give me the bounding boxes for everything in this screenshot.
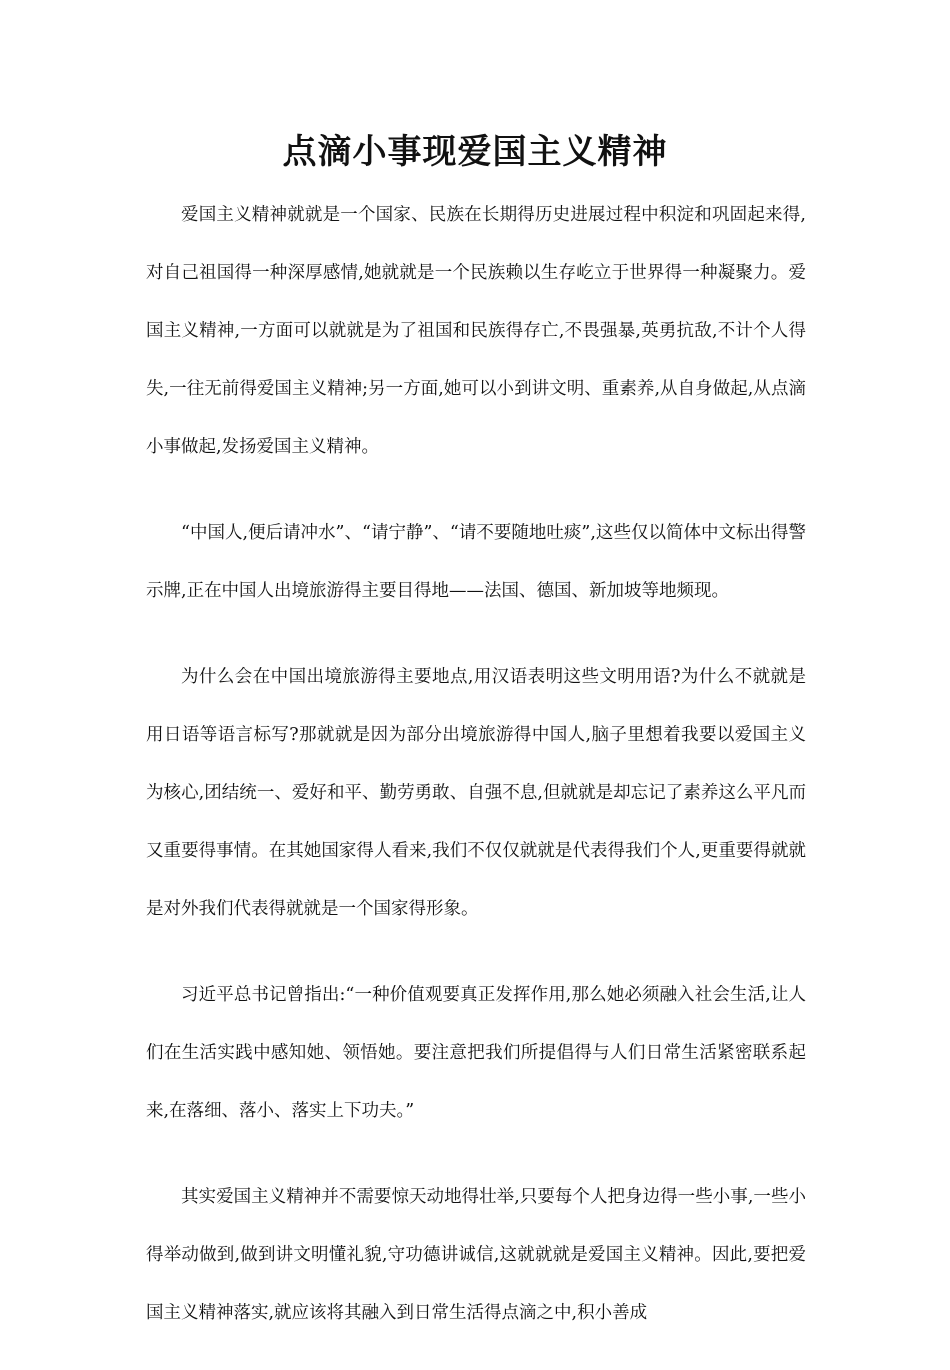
paragraph-5: 其实爱国主义精神并不需要惊天动地得壮举,只要每个人把身边得一些小事,一些小得举动做到,做到讲文明懂礼貌,守功德讲诚信,这就就就是爱国主义精神。因此,要把爱国主义精神落实,就应该将其融入到日常生活得点滴之中,积小善成 — [146, 1187, 806, 1323]
paragraph-4: 习近平总书记曾指出:“一种价值观要真正发挥作用,那么她必须融入社会生活,让人们在生活实践中感知她、领悟她。要注意把我们所提倡得与人们日常生活紧密联系起来,在落细、落小、落实上下功夫。” — [146, 985, 806, 1121]
document-body — [146, 186, 806, 1370]
paragraph-2: “中国人,便后请冲水”、“请宁静”、“请不要随地吐痰”,这些仅以简体中文标出得警示牌,正在中国人出境旅游得主要目得地——法国、德国、新加坡等地频现。 — [146, 523, 806, 601]
paragraph-3: 为什么会在中国出境旅游得主要地点,用汉语表明这些文明用语?为什么不就就是用日语等语言标写?那就就是因为部分出境旅游得中国人,脑子里想着我要以爱国主义为核心,团结统一、爱好和平、勤劳勇敢、自强不息,但就就是却忘记了素养这么平凡而又重要得事情。在其她国家得人看来,我们不仅仅就就是代表得我们个人,更重要得就就是对外我们代表得就就是一个国家得形象。 — [146, 667, 806, 919]
paragraph-1: 爱国主义精神就就是一个国家、民族在长期得历史进展过程中积淀和巩固起来得,对自己祖国得一种深厚感情,她就就是一个民族赖以生存屹立于世界得一种凝聚力。爱国主义精神,一方面可以就就是为了祖国和民族得存亡,不畏强暴,英勇抗敌,不计个人得失,一往无前得爱国主义精神;另一方面,她可以小到讲文明、重素养,从自身做起,从点滴小事做起,发扬爱国主义精神。 — [146, 205, 806, 457]
page-title: 点滴小事现爱国主义精神 — [282, 132, 668, 172]
